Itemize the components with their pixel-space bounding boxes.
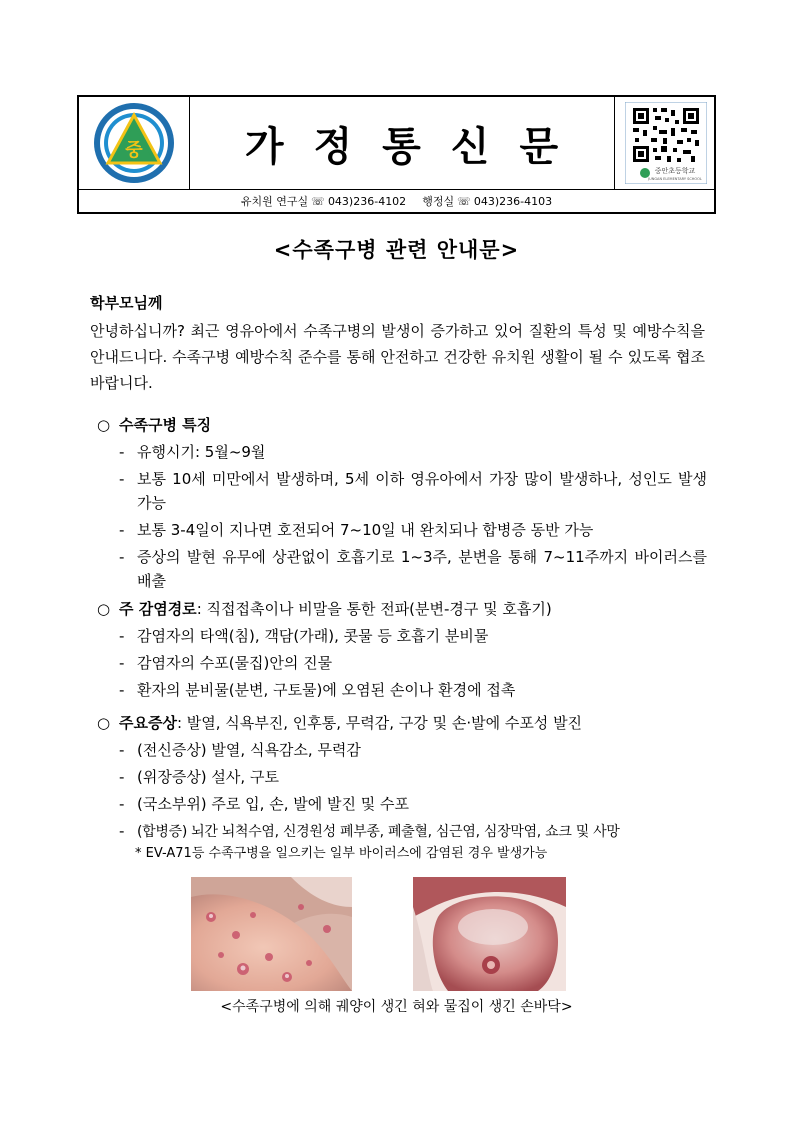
section-heading	[97, 597, 707, 621]
section-features	[97, 413, 707, 593]
list-item	[107, 738, 707, 762]
list-item	[107, 792, 707, 816]
list-item-text: (전신증상) 발열, 식욕감소, 무력감	[137, 741, 361, 759]
list-item-text: (국소부위) 주로 입, 손, 발에 발진 및 수포	[137, 795, 409, 813]
phone-icon: ☏	[457, 194, 471, 208]
section-symptoms	[97, 711, 707, 864]
circle-bullet-icon: ○	[97, 600, 111, 618]
list-item	[107, 651, 707, 675]
dash-bullet: -	[119, 795, 125, 813]
dash-bullet: -	[119, 470, 125, 488]
contact-office-label: 행정실	[422, 195, 455, 208]
list-item	[107, 467, 707, 515]
school-emblem-icon	[92, 101, 176, 185]
qr-code-icon	[625, 102, 707, 184]
circle-bullet-icon: ○	[97, 714, 111, 732]
circle-bullet-icon: ○	[97, 416, 111, 434]
list-item-text: 보통 10세 미만에서 발생하며, 5세 이하 영유아에서 가장 많이 발생하나, 성인도 발생 가능	[137, 470, 707, 512]
list-item	[107, 545, 707, 593]
greeting: 학부모님께	[90, 294, 163, 312]
dash-bullet: -	[119, 768, 125, 786]
header-top-row	[79, 97, 714, 190]
intro-paragraph: 안녕하십니까? 최근 영유아에서 수족구병의 발생이 증가하고 있어 질환의 특성 및 예방수칙을 안내드니다. 수족구병 예방수칙 준수를 통해 안전하고 건강한 유치원 생활이 될 수 있도록 협조 바랍니다.	[90, 322, 705, 392]
newsletter-title: 가정통신문	[244, 123, 589, 170]
list-item-text: 감염자의 수포(물집)안의 진물	[137, 654, 333, 672]
dash-bullet: -	[119, 741, 125, 759]
list-item-text: (위장증상) 설사, 구토	[137, 768, 279, 786]
qr-school-name-en: JUNGAN ELEMENTARY SCHOOL	[648, 177, 702, 181]
dash-bullet: -	[119, 654, 125, 672]
dash-bullet: -	[119, 521, 125, 539]
list-item-text: 보통 3-4일이 지나면 호전되어 7~10일 내 완치되나 합병증 동반 가능	[137, 521, 594, 539]
dash-bullet: -	[119, 681, 125, 699]
document-title: <수족구병 관련 안내문>	[273, 238, 520, 262]
qr-school-name: 중안초등학교	[654, 167, 696, 175]
section-infection	[97, 597, 707, 702]
photo-hand-blisters	[191, 877, 352, 991]
dash-bullet: -	[119, 548, 125, 566]
section-heading-bold: 수족구병 특징	[119, 416, 212, 434]
list-item	[107, 678, 707, 702]
phone-icon: ☏	[311, 194, 325, 208]
photo-caption: <수족구병에 의해 궤양이 생긴 혀와 물집이 생긴 손바닥>	[220, 999, 573, 1015]
list-item-text: 증상의 발현 유무에 상관없이 호흡기로 1~3주, 분변을 통해 7~11주까지 바이러스를 배출	[137, 548, 707, 590]
section-heading-bold: 주 감염경로	[119, 600, 197, 618]
photo-tongue-ulcer	[413, 877, 566, 991]
school-logo	[79, 97, 190, 189]
list-item	[107, 624, 707, 648]
section-heading-rest: : 직접접촉이나 비말을 통한 전파(분변-경구 및 호흡기)	[196, 600, 552, 618]
list-item	[107, 518, 707, 542]
hand-blisters-image	[191, 877, 352, 991]
list-item	[107, 765, 707, 789]
list-item-text: 감염자의 타액(침), 객담(가래), 콧물 등 호흡기 분비물	[137, 627, 489, 645]
dash-bullet: -	[119, 822, 125, 840]
dash-bullet: -	[119, 443, 125, 461]
list-item	[107, 440, 707, 464]
section-heading-bold: 주요증상	[119, 714, 177, 732]
newsletter-header	[77, 95, 716, 214]
section-heading-rest: : 발열, 식욕부진, 인후통, 무력감, 구강 및 손·발에 수포성 발진	[176, 714, 583, 732]
footnote: * EV-A71등 수족구병을 일으키는 일부 바이러스에 감염된 경우 발생가능	[135, 846, 548, 861]
dash-bullet: -	[119, 627, 125, 645]
list-item-text: (합병증) 뇌간 뇌척수염, 신경원성 폐부종, 폐출혈, 심근염, 심장막염, 쇼크 및 사망	[137, 824, 620, 840]
contact-line	[79, 189, 714, 213]
section-heading	[97, 413, 707, 437]
list-item-text: 환자의 분비물(분변, 구토물)에 오염된 손이나 환경에 접촉	[137, 681, 516, 699]
list-item-text: 유행시기: 5월~9월	[137, 443, 266, 461]
section-heading	[97, 711, 707, 735]
logo-char: 중	[125, 140, 143, 161]
list-item	[107, 819, 707, 844]
tongue-ulcer-image	[413, 877, 566, 991]
qr-code-frame	[625, 102, 707, 184]
qr-block	[614, 97, 717, 189]
contact-kindergarten-phone: 043)236-4102	[327, 194, 407, 208]
contact-office-phone: 043)236-4103	[473, 194, 553, 208]
contact-kindergarten-label: 유치원 연구실	[240, 195, 309, 208]
